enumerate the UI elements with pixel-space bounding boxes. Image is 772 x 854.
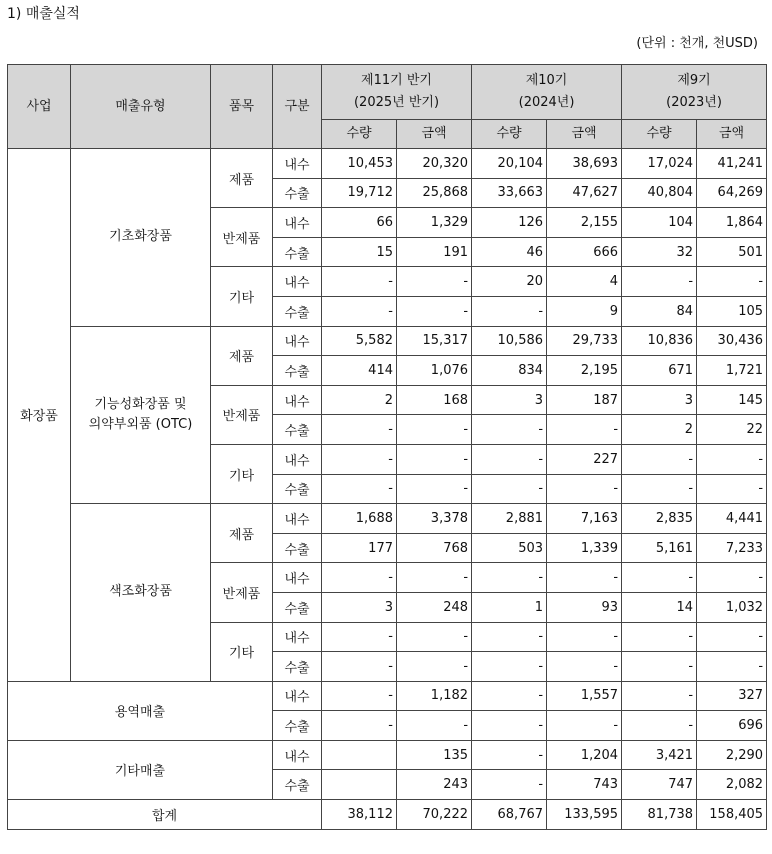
header-period-11-line1: 제11기 반기 <box>361 73 432 88</box>
table-cell: - <box>397 474 472 504</box>
table-cell: - <box>472 770 547 800</box>
division-cell: 내수 <box>273 622 322 652</box>
division-cell: 내수 <box>273 208 322 238</box>
table-cell: - <box>397 296 472 326</box>
table-cell: - <box>397 652 472 682</box>
table-row <box>8 740 767 770</box>
table-cell: - <box>622 563 697 593</box>
table-cell: 84 <box>622 296 697 326</box>
table-cell: - <box>322 474 397 504</box>
header-period-10 <box>472 65 622 120</box>
header-amount: 금액 <box>697 120 767 149</box>
division-cell: 내수 <box>273 740 322 770</box>
table-cell: 17,024 <box>622 149 697 179</box>
table-cell: - <box>472 711 547 741</box>
table-cell: - <box>472 622 547 652</box>
header-qty: 수량 <box>472 120 547 149</box>
table-cell: 10,836 <box>622 326 697 356</box>
table-cell: - <box>472 444 547 474</box>
table-cell: 3 <box>622 385 697 415</box>
table-cell: 1,204 <box>547 740 622 770</box>
table-cell: 1,688 <box>322 504 397 534</box>
table-cell: 696 <box>697 711 767 741</box>
table-cell: 68,767 <box>472 800 547 830</box>
table-cell: 14 <box>622 592 697 622</box>
table-cell: 414 <box>322 356 397 386</box>
table-cell: - <box>397 415 472 445</box>
table-cell: 1,864 <box>697 208 767 238</box>
table-cell: 104 <box>622 208 697 238</box>
table-cell: 15 <box>322 237 397 267</box>
table-cell: 1,721 <box>697 356 767 386</box>
table-cell: 187 <box>547 385 622 415</box>
item-cell: 반제품 <box>211 563 273 622</box>
table-cell: 3,378 <box>397 504 472 534</box>
table-cell: 7,163 <box>547 504 622 534</box>
table-cell: - <box>472 474 547 504</box>
table-cell: 1,329 <box>397 208 472 238</box>
table-cell: 743 <box>547 770 622 800</box>
header-division: 구분 <box>273 65 322 149</box>
division-cell: 수출 <box>273 592 322 622</box>
table-cell: 33,663 <box>472 178 547 208</box>
item-cell: 기타 <box>211 622 273 681</box>
table-cell: 2,881 <box>472 504 547 534</box>
table-cell: - <box>322 622 397 652</box>
table-cell: 40,804 <box>622 178 697 208</box>
sales-type-line1: 기능성화장품 및 <box>94 396 187 412</box>
table-cell: 133,595 <box>547 800 622 830</box>
table-cell: 15,317 <box>397 326 472 356</box>
table-row <box>8 681 767 711</box>
sales-type-cell <box>71 326 211 504</box>
table-cell: 1,182 <box>397 681 472 711</box>
table-cell: 248 <box>397 592 472 622</box>
table-cell: 747 <box>622 770 697 800</box>
table-cell: 2,195 <box>547 356 622 386</box>
table-cell: - <box>622 444 697 474</box>
table-cell: 5,582 <box>322 326 397 356</box>
table-body <box>8 149 767 830</box>
table-cell: 145 <box>697 385 767 415</box>
table-cell: 66 <box>322 208 397 238</box>
table-cell: 2 <box>322 385 397 415</box>
table-cell: 177 <box>322 533 397 563</box>
table-cell: 135 <box>397 740 472 770</box>
table-cell: 38,693 <box>547 149 622 179</box>
item-cell: 제품 <box>211 149 273 208</box>
table-cell: - <box>472 652 547 682</box>
table-cell: 9 <box>547 296 622 326</box>
table-cell: - <box>472 681 547 711</box>
table-cell: 1,339 <box>547 533 622 563</box>
table-cell: - <box>397 563 472 593</box>
division-cell: 수출 <box>273 533 322 563</box>
table-cell: 3 <box>322 592 397 622</box>
table-cell: 81,738 <box>622 800 697 830</box>
table-cell: - <box>322 267 397 297</box>
header-amount: 금액 <box>397 120 472 149</box>
table-cell: - <box>697 444 767 474</box>
header-qty: 수량 <box>622 120 697 149</box>
table-cell: 105 <box>697 296 767 326</box>
section-title: 1) 매출실적 <box>7 6 80 22</box>
division-cell: 수출 <box>273 356 322 386</box>
other-sales-label: 기타매출 <box>8 740 273 799</box>
table-cell: - <box>697 652 767 682</box>
table-cell: - <box>622 622 697 652</box>
division-cell: 수출 <box>273 178 322 208</box>
division-cell: 내수 <box>273 267 322 297</box>
table-cell: 29,733 <box>547 326 622 356</box>
division-cell: 내수 <box>273 563 322 593</box>
table-cell: 503 <box>472 533 547 563</box>
header-period-9 <box>622 65 767 120</box>
table-cell: 1,076 <box>397 356 472 386</box>
table-cell: 20 <box>472 267 547 297</box>
table-cell: - <box>622 711 697 741</box>
table-cell: 1 <box>472 592 547 622</box>
table-cell: - <box>622 474 697 504</box>
table-cell: 2,082 <box>697 770 767 800</box>
table-cell: - <box>472 740 547 770</box>
table-cell: 2,155 <box>547 208 622 238</box>
table-cell: 126 <box>472 208 547 238</box>
table-cell: 64,269 <box>697 178 767 208</box>
table-cell: - <box>697 622 767 652</box>
table-cell: - <box>397 622 472 652</box>
table-cell: 93 <box>547 592 622 622</box>
header-sales-type: 매출유형 <box>71 65 211 149</box>
table-cell: 768 <box>397 533 472 563</box>
header-business: 사업 <box>8 65 71 149</box>
table-cell: - <box>322 415 397 445</box>
table-cell: 20,320 <box>397 149 472 179</box>
table-cell: - <box>697 563 767 593</box>
table-cell: - <box>472 296 547 326</box>
division-cell: 내수 <box>273 326 322 356</box>
table-cell: - <box>547 652 622 682</box>
table-cell: 2,835 <box>622 504 697 534</box>
item-cell: 기타 <box>211 444 273 503</box>
division-cell: 내수 <box>273 504 322 534</box>
division-cell: 수출 <box>273 711 322 741</box>
division-cell: 수출 <box>273 474 322 504</box>
table-cell: 30,436 <box>697 326 767 356</box>
table-cell: 19,712 <box>322 178 397 208</box>
table-cell: - <box>472 563 547 593</box>
table-cell: - <box>397 711 472 741</box>
table-cell: 2,290 <box>697 740 767 770</box>
item-cell: 반제품 <box>211 385 273 444</box>
header-period-9-line2: (2023년) <box>666 95 722 110</box>
division-cell: 내수 <box>273 149 322 179</box>
table-cell: 327 <box>697 681 767 711</box>
table-cell: 3 <box>472 385 547 415</box>
total-row <box>8 800 767 830</box>
table-cell: - <box>322 563 397 593</box>
item-cell: 반제품 <box>211 208 273 267</box>
table-cell: - <box>322 652 397 682</box>
header-qty: 수량 <box>322 120 397 149</box>
table-cell <box>322 770 397 800</box>
item-cell: 제품 <box>211 504 273 563</box>
table-cell: 2 <box>622 415 697 445</box>
header-period-11-line2: (2025년 반기) <box>353 95 440 110</box>
division-cell: 내수 <box>273 681 322 711</box>
sales-type-cell: 기초화장품 <box>71 149 211 327</box>
table-row <box>8 149 767 179</box>
division-cell: 수출 <box>273 770 322 800</box>
sales-type-cell: 색조화장품 <box>71 504 211 682</box>
table-cell: - <box>622 267 697 297</box>
table-cell: - <box>397 267 472 297</box>
table-cell: 3,421 <box>622 740 697 770</box>
table-cell: 5,161 <box>622 533 697 563</box>
table-cell: 834 <box>472 356 547 386</box>
table-cell: 243 <box>397 770 472 800</box>
sales-table <box>7 64 767 830</box>
division-cell: 수출 <box>273 237 322 267</box>
table-cell: - <box>472 415 547 445</box>
table-cell: - <box>547 622 622 652</box>
table-cell: 168 <box>397 385 472 415</box>
table-cell: 671 <box>622 356 697 386</box>
table-cell: 20,104 <box>472 149 547 179</box>
table-cell: 10,453 <box>322 149 397 179</box>
table-cell: 46 <box>472 237 547 267</box>
table-cell: 47,627 <box>547 178 622 208</box>
table-cell: - <box>547 711 622 741</box>
table-cell: 501 <box>697 237 767 267</box>
header-period-10-line2: (2024년) <box>518 95 575 110</box>
table-cell: 41,241 <box>697 149 767 179</box>
table-cell: - <box>622 681 697 711</box>
total-label: 합계 <box>8 800 322 830</box>
table-cell: - <box>547 474 622 504</box>
table-cell: 7,233 <box>697 533 767 563</box>
table-cell: - <box>697 474 767 504</box>
header-period-9-line1: 제9기 <box>677 73 711 88</box>
table-cell: - <box>397 444 472 474</box>
table-cell: 38,112 <box>322 800 397 830</box>
table-cell: 1,557 <box>547 681 622 711</box>
division-cell: 수출 <box>273 652 322 682</box>
table-cell: 666 <box>547 237 622 267</box>
table-row <box>8 326 767 356</box>
table-cell: 70,222 <box>397 800 472 830</box>
table-cell: 4,441 <box>697 504 767 534</box>
division-cell: 수출 <box>273 296 322 326</box>
division-cell: 수출 <box>273 415 322 445</box>
header-amount: 금액 <box>547 120 622 149</box>
table-cell: - <box>622 652 697 682</box>
table-cell: - <box>322 444 397 474</box>
item-cell: 기타 <box>211 267 273 326</box>
table-cell: 158,405 <box>697 800 767 830</box>
table-cell: - <box>547 415 622 445</box>
table-cell: - <box>547 563 622 593</box>
table-cell: - <box>322 296 397 326</box>
header-item: 품목 <box>211 65 273 149</box>
unit-label: (단위 : 천개, 천USD) <box>636 36 758 51</box>
header-period-11 <box>322 65 472 120</box>
table-cell: 25,868 <box>397 178 472 208</box>
division-cell: 내수 <box>273 444 322 474</box>
table-row <box>8 504 767 534</box>
table-cell: 22 <box>697 415 767 445</box>
table-cell <box>322 740 397 770</box>
table-cell: 4 <box>547 267 622 297</box>
table-cell: 227 <box>547 444 622 474</box>
table-cell: 32 <box>622 237 697 267</box>
item-cell: 제품 <box>211 326 273 385</box>
sales-type-line2: 의약부외품 (OTC) <box>88 416 193 432</box>
table-cell: 10,586 <box>472 326 547 356</box>
table-cell: - <box>322 681 397 711</box>
table-cell: 1,032 <box>697 592 767 622</box>
division-cell: 내수 <box>273 385 322 415</box>
service-sales-label: 용역매출 <box>8 681 273 740</box>
table-cell: - <box>697 267 767 297</box>
header-period-10-line1: 제10기 <box>525 73 568 88</box>
business-cell: 화장품 <box>8 149 71 682</box>
table-cell: - <box>322 711 397 741</box>
table-cell: 191 <box>397 237 472 267</box>
